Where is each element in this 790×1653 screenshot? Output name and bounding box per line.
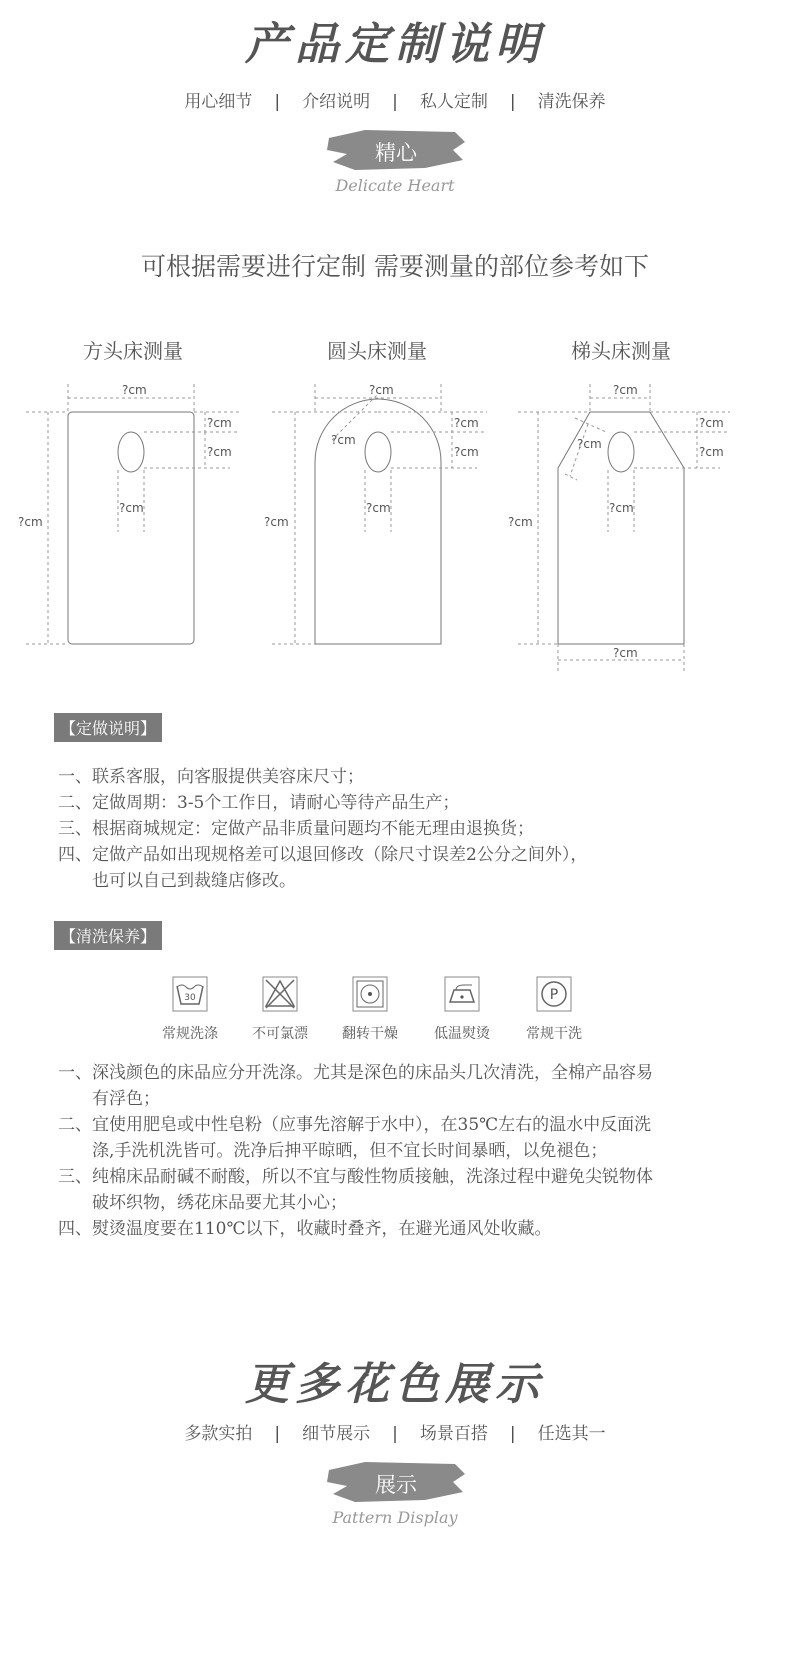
wash-30-icon xyxy=(172,976,208,1012)
care-label-wash: 常规洗涤 xyxy=(162,1026,218,1042)
care-line: 一、深浅颜色的床品应分开洗涤。尤其是深色的床品头几次清洗，全棉产品容易 xyxy=(58,1063,653,1083)
care-line: 破坏织物，绣花床品要尤其小心； xyxy=(58,1193,347,1213)
footer-nav: 多款实拍 | 细节展示 | 场景百搭 | 任选其一 xyxy=(184,1424,606,1444)
trapezoid-hole-width-label: ?cm xyxy=(609,501,634,515)
more-patterns-title: 更多花色展示 xyxy=(245,1359,545,1410)
care-line: 涤,手洗机洗皆可。洗净后抻平晾晒，但不宜长时间暴晒，以免褪色； xyxy=(58,1141,608,1161)
section-badge: 精心 xyxy=(375,141,417,165)
nav-item[interactable]: 私人定制 xyxy=(419,92,488,112)
care-label-no-bleach: 不可氯漂 xyxy=(252,1026,308,1042)
care-line: 三、纯棉床品耐碱不耐酸，所以不宜与酸性物质接触，洗涤过程中避免尖锐物体 xyxy=(58,1167,653,1187)
square-length-label: ?cm xyxy=(18,515,43,529)
custom-line: 三、根据商城规定：定做产品非质量问题均不能无理由退换货； xyxy=(58,819,534,839)
trapezoid-bed-face-hole xyxy=(608,432,634,472)
trapezoid-width-label: ?cm xyxy=(613,383,638,397)
footer-badge-en: Pattern Display xyxy=(332,1508,458,1527)
tumble-dry-icon xyxy=(352,976,388,1012)
trapezoid-bottom-width-label: ?cm xyxy=(613,646,638,660)
trapezoid-length-label: ?cm xyxy=(508,515,533,529)
square-bed-face-hole xyxy=(118,432,144,472)
nav-item[interactable]: 用心细节 xyxy=(184,92,253,112)
section-badge-en: Delicate Heart xyxy=(335,176,455,195)
trapezoid-top-gap-label: ?cm xyxy=(699,416,724,430)
square-bed-title: 方头床测量 xyxy=(83,339,183,363)
care-instructions xyxy=(58,1060,778,1242)
iron-low-icon xyxy=(444,976,480,1012)
bed-measurement-diagrams xyxy=(0,370,790,680)
footer-nav-item[interactable]: 场景百搭 xyxy=(419,1424,488,1444)
round-hole-width-label: ?cm xyxy=(366,501,391,515)
round-bed-title: 圆头床测量 xyxy=(327,339,427,363)
custom-line: 也可以自己到裁缝店修改。 xyxy=(58,871,296,891)
dry-clean-icon xyxy=(536,976,572,1012)
footer-nav-item[interactable]: 多款实拍 xyxy=(184,1424,253,1444)
round-arc-label: ?cm xyxy=(331,433,356,447)
square-bed-outline xyxy=(68,412,194,644)
trapezoid-hole-height-label: ?cm xyxy=(699,445,724,459)
nav-item[interactable]: 介绍说明 xyxy=(302,92,371,112)
page-title: 产品定制说明 xyxy=(245,19,545,70)
square-hole-width-label: ?cm xyxy=(119,501,144,515)
custom-line: 一、联系客服，向客服提供美容床尺寸； xyxy=(58,767,364,787)
footer-badge: 展示 xyxy=(375,1473,417,1497)
no-bleach-icon xyxy=(262,976,298,1012)
trapezoid-slant-label: ?cm xyxy=(577,437,602,451)
nav-item[interactable]: 清洗保养 xyxy=(537,92,606,112)
dry-clean-letter: P xyxy=(549,987,559,1003)
round-bed-face-hole xyxy=(365,432,391,472)
care-line: 二、宜使用肥皂或中性皂粉（应事先溶解于水中），在35℃左右的温水中反面洗 xyxy=(58,1115,652,1135)
custom-instructions xyxy=(58,764,778,894)
footer-nav-item[interactable]: 细节展示 xyxy=(302,1424,371,1444)
care-label-dry-clean: 常规干洗 xyxy=(526,1026,582,1042)
care-section-tag: 【清洗保养】 xyxy=(54,921,162,950)
trapezoid-bed-title: 梯头床测量 xyxy=(571,339,671,363)
footer-nav-item[interactable]: 任选其一 xyxy=(537,1424,606,1444)
round-width-label: ?cm xyxy=(369,383,394,397)
care-label-tumble-dry: 翻转干燥 xyxy=(342,1026,398,1042)
custom-section-tag: 【定做说明】 xyxy=(54,713,162,742)
round-hole-height-label: ?cm xyxy=(454,445,479,459)
square-width-label: ?cm xyxy=(122,383,147,397)
care-label-iron: 低温熨烫 xyxy=(434,1026,490,1042)
care-line: 四、熨烫温度要在110℃以下，收藏时叠齐，在避光通风处收藏。 xyxy=(58,1219,552,1239)
round-top-gap-label: ?cm xyxy=(454,416,479,430)
square-top-gap-label: ?cm xyxy=(207,416,232,430)
square-hole-height-label: ?cm xyxy=(207,445,232,459)
custom-line: 二、定做周期：3-5个工作日，请耐心等待产品生产； xyxy=(58,793,460,813)
round-length-label: ?cm xyxy=(264,515,289,529)
custom-line: 四、定做产品如出现规格差可以退回修改（除尺寸误差2公分之间外）， xyxy=(58,845,588,865)
care-line: 有浮色； xyxy=(58,1089,160,1109)
header-nav: 用心细节 | 介绍说明 | 私人定制 | 清洗保养 xyxy=(184,92,606,112)
measurement-intro: 可根据需要进行定制 需要测量的部位参考如下 xyxy=(141,252,649,281)
wash-temp-text: 30 xyxy=(184,993,196,1003)
